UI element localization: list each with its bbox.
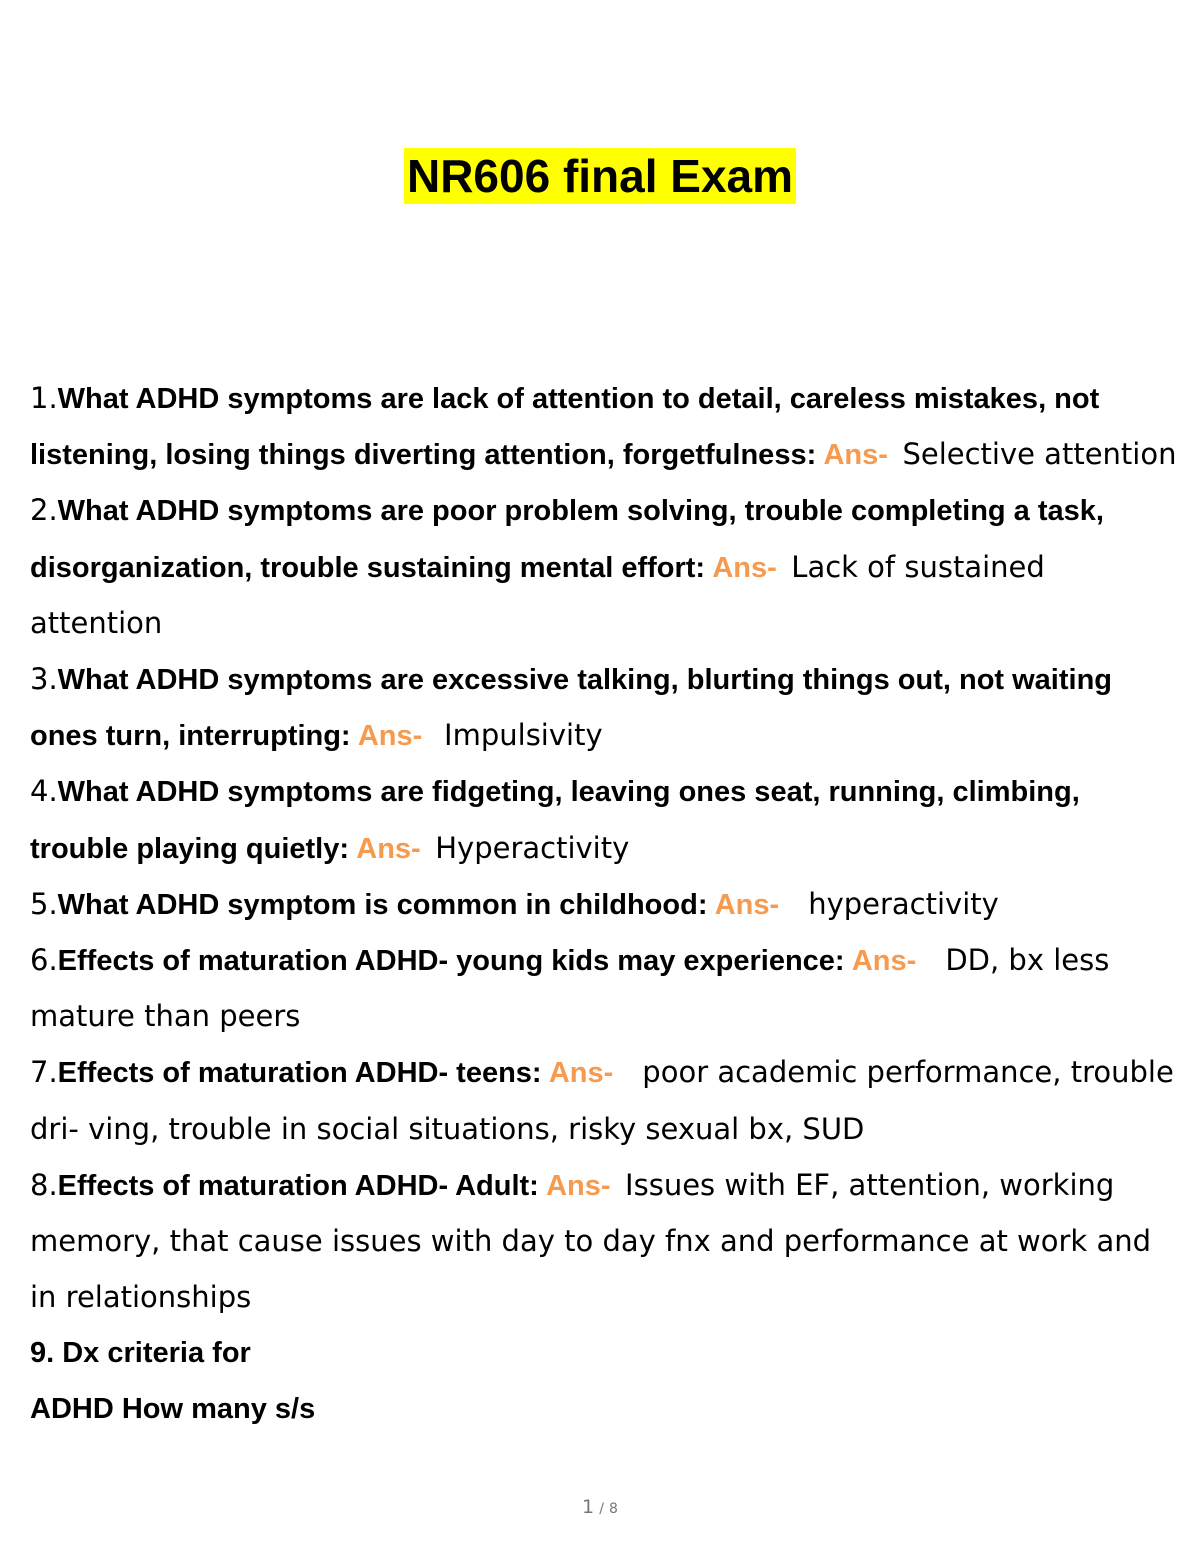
item-number: 6. [30, 943, 58, 978]
question-text: Effects of maturation ADHD- young kids may experience: [57, 945, 845, 978]
document-title: NR606 final Exam [404, 148, 796, 204]
question-text: What ADHD symptoms are poor problem solving, trouble completing a task, disorganization, trouble sustaining mental effort: [30, 495, 1104, 584]
answer-text: poor academic performance, trouble dri- ving, trouble in social situations, risky sexual bx, SUD [30, 1055, 1174, 1146]
answer-text: DD, bx less mature than peers [30, 943, 1110, 1034]
answer-label: Ans- [546, 1169, 611, 1202]
qa-item-9 [30, 1326, 1180, 1436]
answer-label: Ans- [851, 945, 917, 978]
qa-item-4 [30, 764, 1180, 876]
question-text: What ADHD symptoms are excessive talking, blurting things out, not waiting ones turn, interrupting: [30, 664, 1113, 753]
question-text: Effects of maturation ADHD- Adult: [57, 1169, 539, 1202]
answer-text: Hyperactivity [435, 830, 630, 865]
answer-label: Ans- [356, 832, 421, 865]
answer-text: hyperactivity [808, 886, 999, 921]
question-text: What ADHD symptoms are lack of attention to detail, careless mistakes, not listening, losing things diverting attention, forgetfulness: [30, 383, 1100, 472]
answer-text: Issues with EF, attention, working memory, that cause issues with day to day fnx and performance at work and in relationships [30, 1167, 1152, 1315]
qa-item-2 [30, 483, 1180, 652]
total-pages: 8 [609, 1501, 618, 1517]
item-number: 4. [30, 774, 58, 809]
answer-text: Selective attention [902, 437, 1177, 472]
qa-item-3 [30, 652, 1180, 764]
answer-text: Lack of sustained attention [30, 549, 1045, 640]
item-number: 1. [30, 381, 58, 415]
question-text: What ADHD symptoms are fidgeting, leaving ones seat, running, climbing, trouble playing quietly: [30, 776, 1080, 865]
answer-label: Ans- [548, 1057, 614, 1090]
item-number: 2. [30, 493, 58, 528]
answer-text: Impulsivity [444, 718, 603, 753]
qa-item-6 [30, 933, 1180, 1045]
answer-label: Ans- [712, 551, 777, 584]
item-number: 3. [30, 662, 58, 697]
page-indicator [0, 1496, 1200, 1518]
item-number: 5. [30, 886, 58, 921]
title-container [0, 148, 1200, 204]
answer-label: Ans- [823, 439, 888, 472]
page-separator: / [599, 1501, 604, 1517]
qa-item-7 [30, 1045, 1180, 1157]
qa-item-1 [30, 371, 1180, 483]
answer-label: Ans- [714, 888, 780, 921]
question-text: Effects of maturation ADHD- teens: [57, 1057, 542, 1090]
item-number: 8. [30, 1167, 58, 1202]
qa-list [30, 371, 1180, 1437]
qa-item-8 [30, 1158, 1180, 1327]
question-text: What ADHD symptom is common in childhood: [57, 888, 708, 921]
answer-label: Ans- [357, 720, 423, 753]
question-9-line-2: ADHD How many s/s [30, 1392, 316, 1425]
qa-item-5 [30, 877, 1180, 933]
current-page-number: 1 [582, 1496, 595, 1518]
item-number: 7. [30, 1055, 58, 1090]
question-9-line-1: 9. Dx criteria for [30, 1337, 251, 1370]
